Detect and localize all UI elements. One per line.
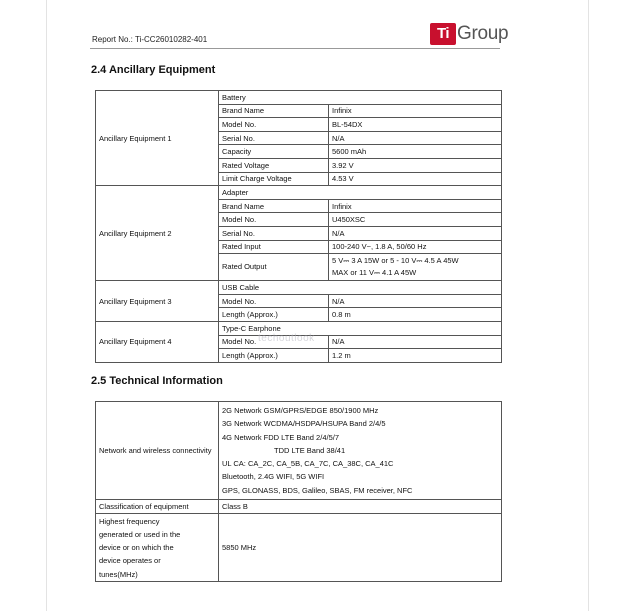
field-value: N/A bbox=[329, 226, 502, 240]
rated-output-line-1: 5 V⎓ 3 A 15W or 5 - 10 V⎓ 4.5 A 45W bbox=[332, 256, 459, 266]
field-label: Brand Name bbox=[219, 104, 329, 118]
frequency-label bbox=[96, 514, 219, 582]
classification-value: Class B bbox=[219, 500, 502, 514]
equipment-label: Ancillary Equipment 1 bbox=[96, 91, 219, 186]
logo-text: Group bbox=[457, 23, 509, 44]
field-label: Capacity bbox=[219, 145, 329, 159]
section-title-technical: 2.5 Technical Information bbox=[91, 375, 223, 387]
header-divider bbox=[90, 48, 500, 49]
table-row bbox=[96, 514, 502, 582]
equipment-heading: Adapter bbox=[219, 186, 502, 200]
rated-output-value bbox=[329, 254, 502, 281]
field-label: Serial No. bbox=[219, 131, 329, 145]
network-line: UL CA: CA_2C, CA_5B, CA_7C, CA_38C, CA_41C bbox=[222, 459, 394, 469]
equipment-label: Ancillary Equipment 3 bbox=[96, 281, 219, 322]
technical-information-table bbox=[95, 401, 502, 582]
field-label: Serial No. bbox=[219, 226, 329, 240]
watermark-text: techoutlook bbox=[258, 333, 315, 344]
field-value: 100-240 V~, 1.8 A, 50/60 Hz bbox=[329, 240, 502, 254]
frequency-label-line: device operates or bbox=[99, 556, 161, 566]
tigroup-logo bbox=[430, 22, 508, 46]
table-row bbox=[96, 91, 502, 105]
network-line: TDD LTE Band 38/41 bbox=[274, 445, 346, 455]
field-label: Model No. bbox=[219, 213, 329, 227]
table-row bbox=[96, 500, 502, 514]
field-value: 0.8 m bbox=[329, 308, 502, 322]
field-label: Brand Name bbox=[219, 199, 329, 213]
equipment-label: Ancillary Equipment 4 bbox=[96, 321, 219, 362]
field-value: 5600 mAh bbox=[329, 145, 502, 159]
frequency-label-line: device or on which the bbox=[99, 543, 174, 553]
field-value: 3.92 V bbox=[329, 158, 502, 172]
ancillary-equipment-table bbox=[95, 90, 502, 363]
field-label: Rated Voltage bbox=[219, 158, 329, 172]
field-value: Infinix bbox=[329, 104, 502, 118]
field-label: Model No. bbox=[219, 335, 329, 349]
field-value: 1.2 m bbox=[329, 349, 502, 363]
field-label: Model No. bbox=[219, 118, 329, 132]
field-value: 4.53 V bbox=[329, 172, 502, 186]
field-value: N/A bbox=[329, 131, 502, 145]
classification-label: Classification of equipment bbox=[96, 500, 219, 514]
field-value: U450XSC bbox=[329, 213, 502, 227]
frequency-label-line: tunes(MHz) bbox=[99, 569, 138, 579]
equipment-heading: Battery bbox=[219, 91, 502, 105]
field-label: Length (Approx.) bbox=[219, 349, 329, 363]
table-row bbox=[96, 402, 502, 500]
report-number: Report No.: Ti-CC26010282-401 bbox=[92, 35, 208, 44]
table-row bbox=[96, 186, 502, 200]
frequency-label-line: generated or used in the bbox=[99, 529, 181, 539]
field-label: Rated Output bbox=[219, 254, 329, 281]
page-left-edge bbox=[46, 0, 47, 611]
section-title-ancillary: 2.4 Ancillary Equipment bbox=[91, 64, 216, 76]
field-label: Rated Input bbox=[219, 240, 329, 254]
field-value: Infinix bbox=[329, 199, 502, 213]
page-right-edge bbox=[588, 0, 589, 611]
frequency-value: 5850 MHz bbox=[219, 514, 502, 582]
field-value: BL-54DX bbox=[329, 118, 502, 132]
network-line: Bluetooth, 2.4G WIFI, 5G WIFI bbox=[222, 472, 325, 482]
network-label: Network and wireless connectivity bbox=[96, 402, 219, 500]
network-value bbox=[219, 402, 502, 500]
network-line: GPS, GLONASS, BDS, Galileo, SBAS, FM receiver, NFC bbox=[222, 485, 413, 495]
equipment-label: Ancillary Equipment 2 bbox=[96, 186, 219, 281]
frequency-label-line: Highest frequency bbox=[99, 516, 160, 526]
field-label: Limit Charge Voltage bbox=[219, 172, 329, 186]
equipment-heading: USB Cable bbox=[219, 281, 502, 295]
rated-output-line-2: MAX or 11 V⎓ 4.1 A 45W bbox=[332, 268, 417, 278]
network-line: 4G Network FDD LTE Band 2/4/5/7 bbox=[222, 432, 339, 442]
network-line: 3G Network WCDMA/HSDPA/HSUPA Band 2/4/5 bbox=[222, 419, 386, 429]
field-value: N/A bbox=[329, 294, 502, 308]
network-line: 2G Network GSM/GPRS/EDGE 850/1900 MHz bbox=[222, 405, 379, 415]
table-row bbox=[96, 281, 502, 295]
field-value: N/A bbox=[329, 335, 502, 349]
field-label: Model No. bbox=[219, 294, 329, 308]
equipment-heading: Type-C Earphone bbox=[219, 321, 502, 335]
field-label: Length (Approx.) bbox=[219, 308, 329, 322]
logo-mark: Ti bbox=[430, 23, 456, 45]
